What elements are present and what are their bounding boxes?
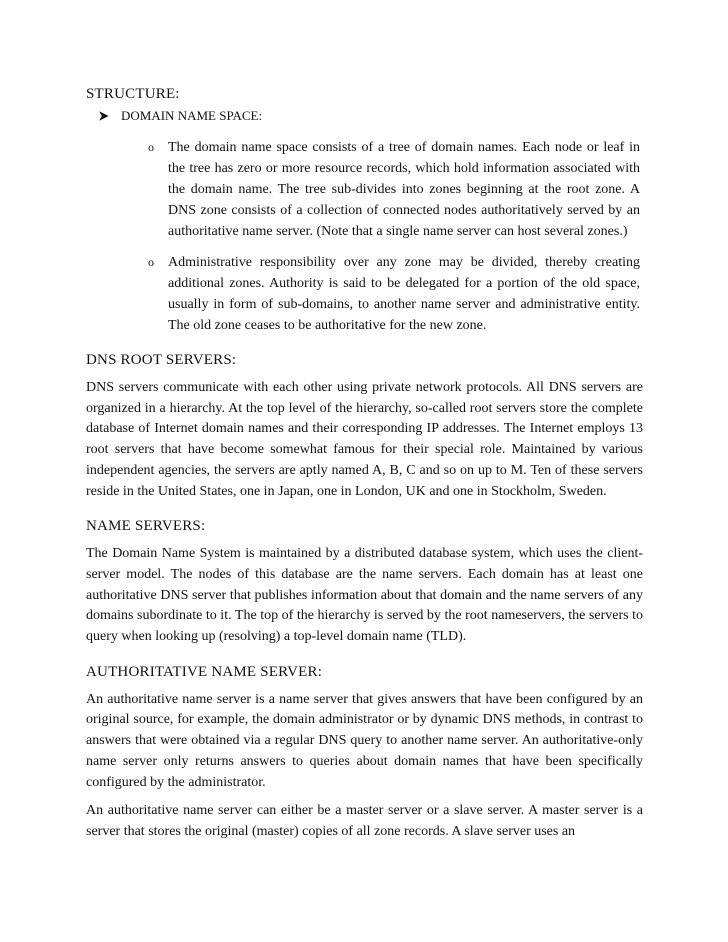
- document-content: [86, 84, 643, 843]
- sub-item: [86, 137, 643, 242]
- sub-item: [86, 252, 643, 336]
- name-servers-paragraph: The Domain Name System is maintained by a distributed database system, which uses the client-server model. The nodes of this database are the name servers. Each domain has at least one authoritative DNS server that publishes information about that domain and the name servers of any domains subordinate to it. The top of the hierarchy is served by the root nameservers, the servers to query when looking up (resolving) a top-level domain name (TLD).: [86, 546, 643, 645]
- authoritative-paragraph-1: An authoritative name server is a name server that gives answers that have been configured by an original source, for example, the domain administrator or by dynamic DNS methods, in contrast to answers that were obtained via a regular DNS query to another name server. An authoritative-only name server only returns answers to queries about domain names that have been specifically configured by the administrator.: [86, 691, 643, 790]
- domain-name-space-sublist: [86, 137, 643, 336]
- root-servers-heading: DNS ROOT SERVERS:: [86, 352, 237, 368]
- sub-item-text: The domain name space consists of a tree of domain names. Each node or leaf in the tree has zero or more resource records, which hold information associated with the domain name. The tree sub-divides into zones beginning at the root zone. A DNS zone consists of a collection of connected nodes authoritatively served by an authoritative name server. (Note that a single name server can host several zones.): [168, 140, 640, 239]
- authoritative-paragraph-2: An authoritative name server can either be a master server or a slave server. A master server is a server that stores the original (master) copies of all zone records. A slave server uses an: [86, 803, 643, 839]
- sub-item-marker: o: [148, 255, 154, 269]
- structure-heading: STRUCTURE:: [86, 86, 180, 102]
- root-servers-paragraph: DNS servers communicate with each other using private network protocols. All DNS servers are organized in a hierarchy. At the top level of the hierarchy, so-called root servers store the complete database of Internet domain names and their corresponding IP addresses. The Internet employs 13 root servers that have become somewhat famous for their special role. Maintained by various independent agencies, the servers are aptly named A, B, C and so on up to M. Ten of these servers reside in the United States, one in Japan, one in London, UK and one in Stockholm, Sweden.: [86, 380, 643, 499]
- sub-item-marker: o: [148, 140, 154, 154]
- bullet-label: DOMAIN NAME SPACE:: [121, 108, 263, 123]
- name-servers-heading: NAME SERVERS:: [86, 518, 206, 535]
- authoritative-name-server-heading: AUTHORITATIVE NAME SERVER:: [86, 663, 323, 680]
- arrow-bullet-icon: [98, 110, 110, 122]
- domain-name-space-bullet: [98, 106, 643, 126]
- sub-item-text: Administrative responsibility over any zone may be divided, thereby creating additional zones. Authority is said to be delegated for a portion of the old space, usually in form of sub-domains, to another name server and administrative entity. The old zone ceases to be authoritative for the new zone.: [168, 255, 640, 333]
